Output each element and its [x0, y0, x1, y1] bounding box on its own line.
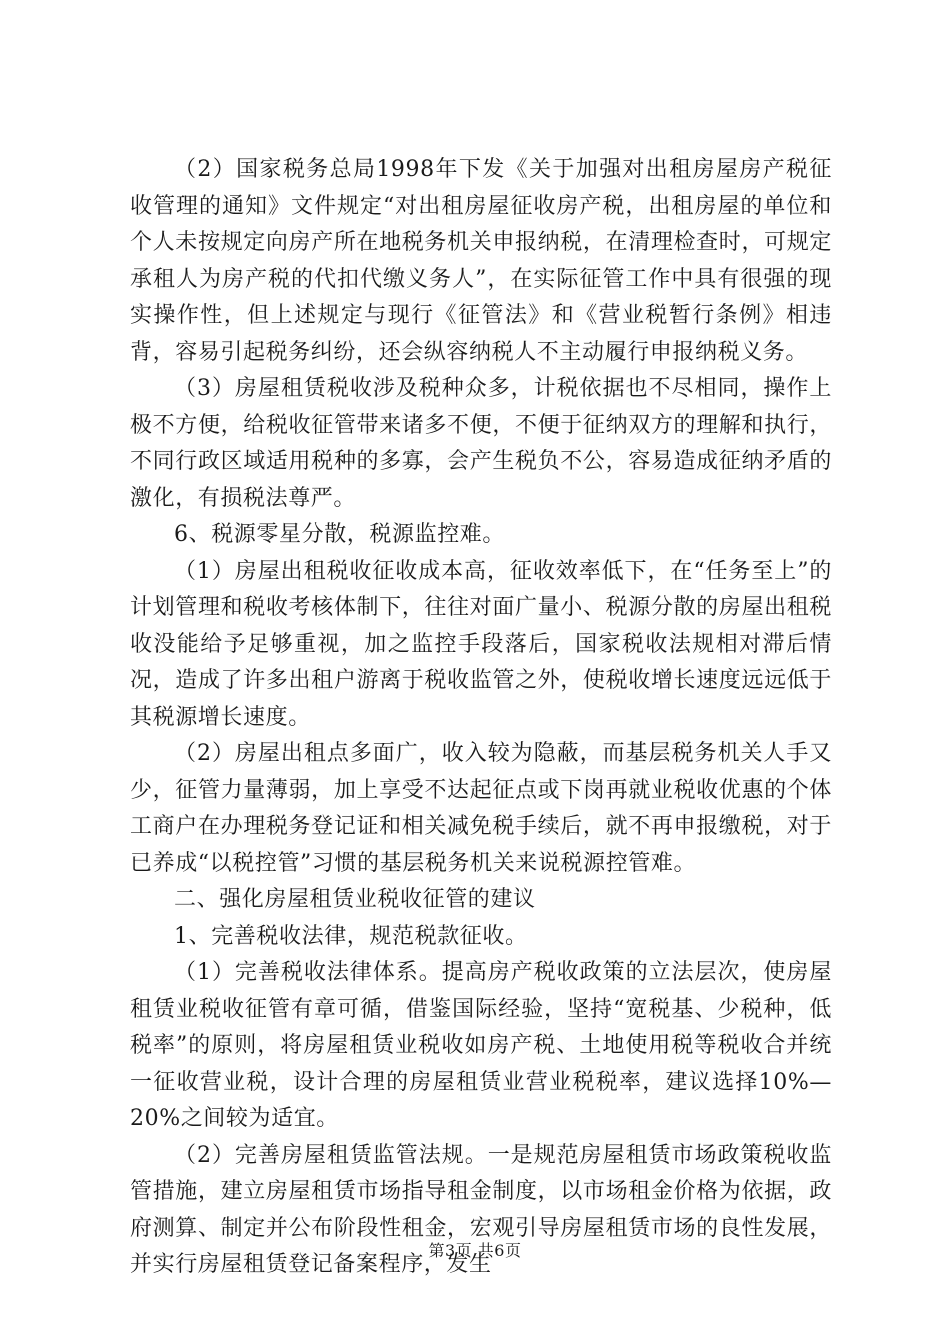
document-body — [130, 152, 832, 1284]
paragraph-collection-cost-high: （1）房屋出租税收征收成本高，征收效率低下，在“任务至上”的计划管理和税收考核体制下，往往对面广量小、税源分散的房屋出租税收没能给予足够重视，加之监控手段落后，国家税收法规相对滞后情况，造成了许多出租户游离于税收监管之外，使税收增长速度远远低于其税源增长速度。 — [130, 558, 832, 730]
heading-tax-source-scattered: 6、税源零星分散，税源监控难。 — [174, 522, 505, 547]
paragraph-multiple-tax-types: （3）房屋租赁税收涉及税种众多，计税依据也不尽相同，操作上极不方便，给税收征管带来诸多不便，不便于征纳双方的理解和执行，不同行政区域适用税种的多寡，会产生税负不公，容易造成征纳矛盾的激化，有损税法尊严。 — [130, 376, 832, 511]
heading-improve-tax-law: 1、完善税收法律，规范税款征收。 — [174, 923, 528, 949]
paragraph-tax-notice-1998: （2）国家税务总局1998年下发《关于加强对出租房屋房产税征收管理的通知》文件规定“对出租房屋征收房产税，出租房屋的单位和个人未按规定向房产所在地税务机关申报纳税，在清理检查时，可规定承租人为房产税的代扣代缴义务人”，在实际征管工作中具有很强的现实操作性，但上述规定与现行《征管法》和《营业税暂行条例》相违背，容易引起税务纠纷，还会纵容纳税人不主动履行申报纳税义务。 — [130, 157, 832, 365]
section-heading-suggestions: 二、强化房屋租赁业税收征管的建议 — [174, 887, 536, 912]
paragraph-improve-legal-system: （1）完善税收法律体系。提高房产税收政策的立法层次，使房屋租赁业税收征管有章可循，借鉴国际经验，坚持“宽税基、少税种，低税率”的原则，将房屋租赁业税收如房产税、土地使用税等税收合并统一征收营业税，设计合理的房屋租赁业营业税税率，建议选择10%—20%之间较为适宜。 — [130, 960, 832, 1131]
paragraph-improve-rental-regulation: （2）完善房屋租赁监管法规。一是规范房屋租赁市场政策税收监管措施，建立房屋租赁市场指导租金制度，以市场租金价格为依据，政府测算、制定并公布阶段性租金，宏观引导房屋租赁市场的良性发展，并实行房屋租赁登记备案程序，发生 — [130, 1142, 832, 1277]
page-number-footer: 第3页 共6页 — [428, 1241, 522, 1260]
paragraph-rental-points-wide: （2）房屋出租点多面广，收入较为隐蔽，而基层税务机关人手又少，征管力量薄弱，加上享受不达起征点或下岗再就业税收优惠的个体工商户在办理税务登记证和相关减免税手续后，就不再申报缴税，对于已养成“以税控管”习惯的基层税务机关来说税源控管难。 — [130, 741, 832, 876]
